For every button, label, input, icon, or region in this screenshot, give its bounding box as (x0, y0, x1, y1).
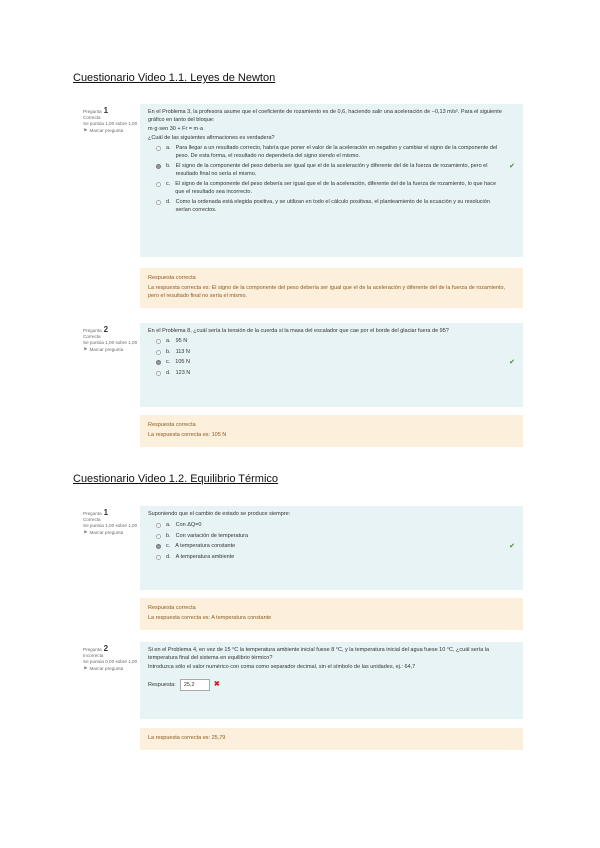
question-text: Si en el Problema 4, en vez de 15 °C la temperatura ambiente inicial fuese 8 °C, y la temperatura inicial del agua fuese 10 °C, ¿cuál sería la temperatura final del sistema en equilibrio térmico? (148, 647, 490, 661)
answer-option[interactable] (156, 533, 515, 541)
question-status: Correcta (83, 334, 101, 339)
answer-option[interactable] (156, 349, 515, 357)
feedback-status: Respuesta correcta (148, 275, 196, 281)
question-number: 1 (103, 106, 109, 115)
question-instruction: Introduzca sólo el valor numérico con coma como separador decimal, sin el símbolo de las unidades, ej.: 64,7 (148, 664, 416, 670)
feedback-status: Respuesta correcta (148, 422, 196, 428)
question-score: Se puntúa 0,00 sobre 1,00 (83, 659, 138, 664)
answer-option[interactable] (156, 199, 515, 214)
flag-question-link[interactable] (83, 530, 141, 536)
radio-button[interactable] (156, 371, 161, 376)
question-number: 1 (103, 508, 109, 517)
question-status: Incorrecta (83, 653, 104, 658)
radio-button[interactable] (156, 182, 161, 187)
option-text: A temperatura ambiente (175, 553, 235, 560)
section-title: Cuestionario Video 1.1. Leyes de Newton (73, 72, 276, 84)
answer-option[interactable] (156, 543, 515, 551)
option-letter: c. (166, 543, 171, 549)
option-letter: c. (166, 359, 171, 365)
question-score: Se puntúa 1,00 sobre 1,00 (83, 340, 138, 345)
flag-label: Marcar pregunta (89, 666, 124, 671)
check-icon: ✔ (509, 359, 515, 366)
flag-question-link[interactable] (83, 128, 141, 134)
question-status: Correcta (83, 517, 101, 522)
flag-question-link[interactable] (83, 666, 141, 672)
radio-button[interactable] (156, 555, 161, 560)
flag-icon: ⚑ (83, 530, 88, 536)
answer-option[interactable] (156, 145, 515, 160)
incorrect-icon: ✖ (213, 681, 220, 688)
question-score: Se puntúa 1,00 sobre 1,00 (83, 523, 138, 528)
answer-option[interactable] (156, 163, 515, 178)
feedback-answer: La respuesta correcta es: 25,79 (148, 735, 226, 741)
question-content (140, 506, 523, 590)
option-letter: b. (166, 532, 171, 539)
answer-option[interactable] (156, 522, 515, 530)
flag-question-link[interactable] (83, 347, 141, 353)
answer-input[interactable]: 25,2 (180, 679, 210, 691)
option-letter: d. (166, 553, 171, 560)
option-text: 123 N (175, 369, 191, 376)
option-text: Con variación de temperatura (175, 532, 249, 539)
radio-button[interactable] (156, 350, 161, 355)
radio-button[interactable] (156, 523, 161, 528)
question-label: Pregunta (83, 109, 102, 114)
radio-button-selected[interactable] (156, 164, 161, 169)
question-block (73, 104, 523, 309)
radio-button[interactable] (156, 339, 161, 344)
question-text: En el Problema 3, la profesora asume que el coeficiente de rozamiento es de 0,6, haciendo salir una aceleración de −0,13 m/s². Para el siguiente gráfico en tanto del bloque: (148, 109, 502, 123)
question-content (140, 104, 523, 257)
question-info (83, 646, 141, 672)
option-text: 113 N (175, 348, 190, 355)
feedback-box (140, 415, 523, 447)
flag-icon: ⚑ (83, 128, 88, 134)
option-text: 95 N (175, 338, 188, 344)
option-letter: a. (166, 145, 171, 151)
answer-label: Respuesta: (148, 682, 176, 688)
answer-option[interactable] (156, 554, 515, 562)
option-text: 105 N (175, 359, 190, 365)
flag-label: Marcar pregunta (89, 128, 124, 133)
question-text: En el Problema 8, ¿cuál sería la tensión de la cuerda si la masa del escalador que cae por el borde del glaciar fuera de 95? (148, 328, 449, 334)
option-letter: c. (166, 181, 171, 187)
question-block (73, 323, 523, 448)
option-text: El signo de la componente del peso debería ser igual que el de la aceleración y diferente del de la fuerza de rozamiento, pero el resultado final no sería el mismo. (175, 163, 488, 177)
radio-button-selected[interactable] (156, 544, 161, 549)
feedback-box (140, 268, 523, 308)
question-text: Suponiendo que el cambio de estado se produce siempre: (148, 511, 291, 517)
question-content (140, 642, 523, 719)
feedback-status: Respuesta correcta (148, 605, 196, 611)
question-label: Pregunta (83, 511, 102, 516)
question-prompt: ¿Cuál de las siguientes afirmaciones es verdadera? (148, 135, 275, 141)
radio-button-selected[interactable] (156, 360, 161, 365)
option-letter: a. (166, 338, 171, 344)
radio-button[interactable] (156, 534, 161, 539)
option-text: El signo de la componente del peso debería ser igual que el de la aceleración, diferente del de la fuerza de rozamiento, lo que hace que el resultado sea incorrecto. (175, 181, 497, 195)
flag-icon: ⚑ (83, 666, 88, 672)
question-number: 2 (103, 325, 109, 334)
question-block (73, 642, 523, 754)
question-block (73, 506, 523, 631)
question-content (140, 323, 523, 407)
radio-button[interactable] (156, 146, 161, 151)
option-text: A temperatura constante (175, 543, 236, 549)
answer-option[interactable] (156, 370, 515, 378)
check-icon: ✔ (509, 543, 515, 550)
answer-option[interactable] (156, 359, 515, 367)
option-text: Como la ordenada está elegida positiva, y se utilizan en todo el cálculo positivas, el planteamiento de la ecuación y su resolución serían correctos. (175, 199, 490, 213)
answer-option[interactable] (156, 181, 515, 196)
question-number: 2 (103, 644, 109, 653)
answer-row (148, 679, 515, 691)
question-status: Correcta (83, 115, 101, 120)
section-title: Cuestionario Video 1.2. Equilibrio Térmico (73, 473, 279, 485)
option-text: Con ΔQ=0 (175, 522, 202, 528)
question-formula: m·g·sen 30 + Fr = m·a (148, 126, 204, 132)
question-label: Pregunta (83, 328, 102, 333)
feedback-box (140, 598, 523, 630)
feedback-answer: La respuesta correcta es: A temperatura constante (148, 615, 272, 621)
option-letter: d. (166, 199, 171, 205)
option-letter: b. (166, 348, 171, 355)
option-letter: d. (166, 369, 171, 376)
feedback-answer: La respuesta correcta es: El signo de la componente del peso debería ser igual que el de la aceleración y diferente del de la fuerza de rozamiento, pero el resultado final no sería el mismo. (148, 285, 506, 299)
option-text: Para llegar a un resultado correcto, habría que poner el valor de la aceleración en negativo y cambiar el signo de la componente del peso. De esta forma, el resultado no dependería del signo siendo el mismo. (175, 145, 498, 159)
question-label: Pregunta (83, 647, 102, 652)
check-icon: ✔ (509, 163, 515, 170)
feedback-answer: La respuesta correcta es: 105 N (148, 432, 227, 438)
question-info (83, 327, 141, 353)
option-letter: a. (166, 522, 171, 528)
flag-label: Marcar pregunta (89, 530, 124, 535)
question-info (83, 108, 141, 134)
flag-icon: ⚑ (83, 347, 88, 353)
feedback-box (140, 728, 523, 750)
radio-button[interactable] (156, 200, 161, 205)
option-letter: b. (166, 163, 171, 169)
question-info (83, 510, 141, 536)
flag-label: Marcar pregunta (89, 347, 124, 352)
question-score: Se puntúa 1,00 sobre 1,00 (83, 121, 138, 126)
answer-option[interactable] (156, 338, 515, 346)
